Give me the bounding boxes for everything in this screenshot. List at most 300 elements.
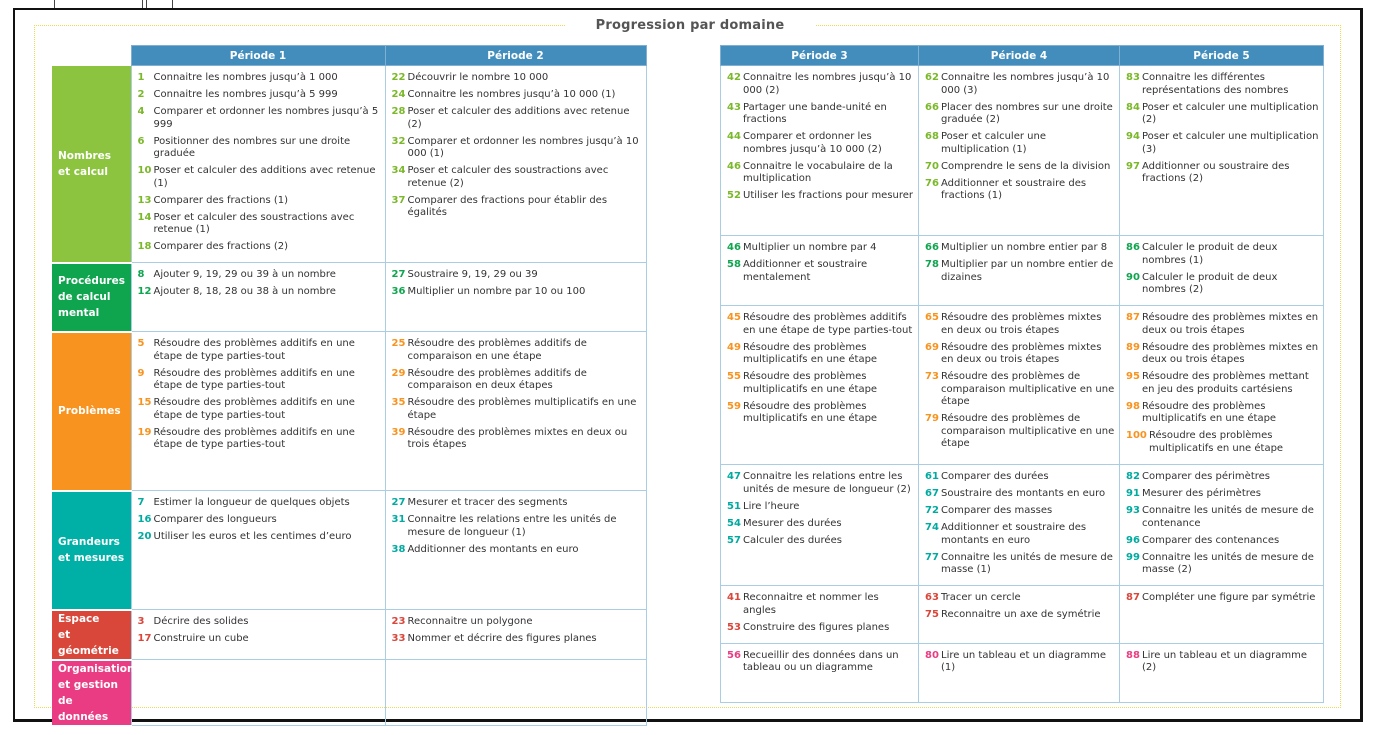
lesson-item [925,242,1115,255]
lesson-number: 32 [391,135,406,147]
lesson-item [727,259,914,284]
lesson-item [925,505,1115,518]
lesson-title: Connaitre les nombres jusqu’à 10 000 (1) [407,89,616,100]
lesson-number: 1 [137,72,145,83]
lesson-title: Comparer et ordonner les nombres jusqu’à 10 000 (1) [407,135,639,159]
lesson-item [727,471,914,496]
lesson-number: 38 [391,543,406,555]
lesson-item [925,413,1115,451]
lesson-number: 96 [1126,534,1140,546]
lesson-number: 56 [727,649,741,661]
lesson-number: 57 [727,534,741,546]
lesson-number: 65 [925,312,939,323]
lesson-number: 77 [925,551,939,563]
lesson-title: Utiliser les euros et les centimes d’euro [153,531,352,542]
lesson-title: Reconnaitre un axe de symétrie [941,609,1101,620]
domain-row-espace [52,610,646,660]
lesson-item [925,161,1115,174]
lesson-cell [131,66,385,263]
lesson-title: Résoudre des problèmes mixtes en deux ou trois étapes [941,312,1102,336]
lesson-number: 8 [137,269,145,280]
lesson-title: Placer des nombres sur une droite graduée (2) [941,101,1113,125]
lesson-number: 99 [1126,551,1140,563]
period-header-4: Période 4 [919,46,1120,66]
lesson-title: Lire un tableau et un diagramme (2) [1142,649,1307,673]
domain-row-organisation [721,643,1324,702]
lesson-item [1126,401,1319,426]
lesson-item [392,338,642,363]
lesson-number: 73 [925,371,939,382]
lesson-number: 44 [727,131,741,142]
lesson-title: Calculer des durées [743,534,842,546]
lesson-item [727,592,914,617]
lesson-title: Positionner des nombres sur une droite graduée [153,135,351,159]
lesson-number: 87 [1126,312,1140,323]
lesson-item [138,286,381,299]
lesson-item [392,497,642,510]
lesson-item [727,535,914,548]
period-header-3: Période 3 [721,46,919,66]
lesson-cell [1120,465,1324,586]
lesson-number: 90 [1126,271,1140,283]
lesson-number: 45 [727,312,741,323]
lesson-title: Comparer des fractions (2) [153,241,289,252]
lesson-cell [721,66,919,236]
domain-row-nombres [52,66,646,263]
lesson-item [138,497,381,510]
lesson-item [925,131,1115,156]
lesson-item [925,471,1115,484]
lesson-title: Résoudre des problèmes additifs de comparaison en deux étapes [407,367,587,391]
lesson-title: Connaitre les nombres jusqu’à 10 000 (2) [743,72,912,96]
period-header-1: Période 1 [131,46,385,66]
lesson-number: 20 [137,531,152,542]
lesson-title: Additionner et soustraire mentalement [743,259,868,283]
lesson-title: Mesurer et tracer des segments [407,497,568,508]
lesson-item [727,131,914,156]
lesson-number: 89 [1126,341,1140,353]
lesson-item [727,72,914,97]
lesson-cell [385,610,646,660]
lesson-item [727,161,914,186]
lesson-item [392,195,642,220]
lesson-title: Résoudre des problèmes multiplicatifs en une étape [1149,430,1284,454]
lesson-item [138,136,381,161]
lesson-title: Découvrir le nombre 10 000 [407,72,549,83]
lesson-number: 51 [727,500,741,512]
lesson-title: Connaitre les relations entre les unités de mesure de longueur (1) [407,514,617,538]
lesson-number: 23 [391,616,406,627]
lesson-title: Lire un tableau et un diagramme (1) [941,649,1106,673]
lesson-number: 52 [727,190,741,201]
lesson-number: 39 [391,426,406,438]
lesson-cell [385,660,646,726]
lesson-item [727,371,914,396]
lesson-item [138,269,381,282]
lesson-title: Résoudre des problèmes multiplicatifs en une étape [1142,400,1277,424]
lesson-title: Multiplier par un nombre entier de dizaines [941,259,1114,283]
lesson-number: 22 [391,72,406,83]
lesson-item [727,518,914,531]
lesson-item [925,102,1115,127]
lesson-number: 3 [137,616,145,627]
lesson-number: 83 [1126,72,1140,83]
lesson-item [138,633,381,646]
lesson-item [392,368,642,393]
lesson-item [727,312,914,337]
lesson-item [138,89,381,102]
lesson-number: 68 [925,131,939,142]
lesson-number: 79 [925,413,939,424]
domain-row-procedures [52,263,646,332]
domain-row-grandeurs [721,465,1324,586]
lesson-item [727,401,914,426]
lesson-title: Résoudre des problèmes additifs en une étape de type parties-tout [153,397,355,421]
lesson-item [925,650,1115,675]
lesson-title: Reconnaitre un polygone [407,616,533,627]
header-row [721,46,1324,66]
lesson-number: 42 [727,72,741,83]
lesson-title: Résoudre des problèmes multiplicatifs en une étape [743,341,878,365]
lesson-title: Additionner et soustraire des fractions (1) [941,177,1087,201]
lesson-number: 84 [1126,101,1140,113]
lesson-cell [919,306,1120,465]
lesson-title: Poser et calculer une multiplication (2) [1142,101,1319,125]
lesson-cell [385,66,646,263]
lesson-title: Résoudre des problèmes additifs en une étape de type parties-tout [743,312,913,336]
lesson-title: Résoudre des problèmes mettant en jeu des produits cartésiens [1142,371,1309,395]
lesson-item [392,136,642,161]
lesson-item [925,371,1115,409]
lesson-item [925,552,1115,577]
lesson-number: 63 [925,592,939,603]
lesson-number: 67 [925,488,939,499]
lesson-number: 27 [391,269,406,280]
lesson-item [392,106,642,131]
lesson-cell [1120,306,1324,465]
lesson-item [138,514,381,527]
lesson-item [392,397,642,422]
lesson-item [727,102,914,127]
lesson-cell [721,643,919,702]
lesson-number: 17 [137,633,152,644]
lesson-number: 35 [391,397,406,408]
lesson-title: Comparer des longueurs [153,514,277,525]
lesson-title: Résoudre des problèmes mixtes en deux ou trois étapes [1142,312,1319,336]
lesson-item [1126,471,1319,484]
lesson-number: 37 [391,194,406,206]
lesson-item [138,106,381,131]
lesson-title: Poser et calculer des soustractions avec retenue (2) [407,165,609,189]
lesson-title: Connaitre les relations entre les unités de mesure de longueur (2) [743,471,911,495]
lesson-number: 94 [1126,131,1140,142]
lesson-number: 76 [925,177,939,189]
lesson-number: 70 [925,160,939,172]
period-header-2: Période 2 [385,46,646,66]
lesson-cell [721,306,919,465]
lesson-item [392,544,642,557]
lesson-title: Comparer des contenances [1142,534,1280,546]
header-row [52,46,646,66]
lesson-item [1126,242,1319,267]
lesson-number: 15 [137,397,152,408]
lesson-title: Multiplier un nombre par 4 [743,242,877,253]
lesson-cell [721,465,919,586]
lesson-title: Comprendre le sens de la division [941,160,1111,172]
domain-row-problemes [721,306,1324,465]
lesson-number: 16 [137,514,152,525]
domain-label-problemes: Problèmes [52,332,131,491]
lesson-number: 29 [391,367,406,379]
lesson-title: Comparer des fractions pour établir des égalités [407,194,608,218]
lesson-number: 62 [925,72,939,83]
lesson-item [392,286,642,299]
lesson-item [1126,592,1319,605]
lesson-item [138,72,381,85]
lesson-cell [131,660,385,726]
lesson-cell [385,491,646,610]
lesson-number: 46 [727,160,741,172]
lesson-item [392,427,642,452]
lesson-number: 46 [727,242,741,253]
header-corner [52,46,131,66]
lesson-title: Tracer un cercle [941,592,1021,603]
lesson-number: 24 [391,89,406,100]
lesson-item [138,195,381,208]
lesson-title: Construire des figures planes [743,621,890,633]
lesson-number: 33 [391,633,406,644]
lesson-number: 41 [727,592,741,603]
lesson-number: 7 [137,497,145,508]
lesson-title: Poser et calculer des additions avec retenue (2) [407,106,630,130]
lesson-number: 10 [137,165,152,176]
lesson-item [1126,371,1319,396]
lesson-item [925,72,1115,97]
lesson-item [925,342,1115,367]
lesson-cell [131,610,385,660]
lesson-title: Poser et calculer une multiplication (1) [941,131,1046,155]
lesson-item [925,178,1115,203]
domain-label-nombres: Nombres et calcul [52,66,131,263]
lesson-number: 36 [391,286,406,297]
progression-table-left [52,45,647,727]
lesson-title: Résoudre des problèmes multiplicatifs en une étape [743,371,878,395]
lesson-number: 28 [391,106,406,117]
lesson-item [138,616,381,629]
lesson-item [1126,312,1319,337]
lesson-item [138,531,381,544]
lesson-number: 34 [391,165,406,176]
lesson-number: 87 [1126,592,1140,603]
domain-row-espace [721,586,1324,644]
lesson-item [1126,102,1319,127]
lesson-item [138,427,381,452]
lesson-number: 5 [137,338,145,349]
lesson-item [138,397,381,422]
lesson-title: Résoudre des problèmes additifs en une étape de type parties-tout [153,367,355,391]
lesson-title: Ajouter 8, 18, 28 ou 38 à un nombre [153,286,336,297]
lesson-item [138,165,381,190]
lesson-number: 19 [137,426,152,438]
lesson-item [392,633,642,646]
lesson-number: 82 [1126,471,1140,482]
lesson-title: Construire un cube [153,633,249,644]
lesson-title: Recueillir des données dans un tableau ou un diagramme [743,649,899,673]
lesson-item [727,650,914,675]
lesson-item [392,269,642,282]
lesson-title: Additionner et soustraire des montants en euro [941,522,1087,546]
domain-label-espace: Espace et géométrie [52,610,131,660]
lesson-item [1126,430,1319,455]
lesson-title: Poser et calculer des soustractions avec retenue (1) [153,211,355,235]
lesson-number: 100 [1126,430,1147,441]
lesson-item [1126,535,1319,548]
lesson-title: Connaitre les unités de mesure de masse (1) [941,551,1113,575]
progression-table-right [720,45,1324,703]
lesson-number: 14 [137,211,152,223]
lesson-title: Connaitre les différentes représentations des nombres [1142,72,1289,96]
lesson-item [138,368,381,393]
lesson-title: Connaitre les nombres jusqu’à 1 000 [153,72,338,83]
lesson-title: Soustraire des montants en euro [941,488,1106,499]
lesson-title: Comparer des masses [941,505,1053,516]
domain-row-organisation [52,660,646,726]
lesson-title: Résoudre des problèmes de comparaison multiplicative en une étape [941,371,1115,407]
lesson-number: 53 [727,621,741,633]
lesson-title: Résoudre des problèmes multiplicatifs en une étape [743,400,878,424]
lesson-number: 86 [1126,242,1140,253]
lesson-title: Nommer et décrire des figures planes [407,633,597,644]
lesson-item [392,165,642,190]
lesson-item [925,592,1115,605]
lesson-cell [721,586,919,644]
lesson-item [727,622,914,635]
lesson-title: Additionner des montants en euro [407,543,579,555]
lesson-number: 55 [727,371,741,382]
lesson-item [1126,72,1319,97]
lesson-number: 78 [925,259,939,270]
lesson-number: 61 [925,471,939,482]
lesson-title: Partager une bande-unité en fractions [743,101,887,125]
lesson-cell [919,643,1120,702]
lesson-item [138,241,381,254]
lesson-number: 54 [727,517,741,529]
lesson-item [392,72,642,85]
lesson-number: 2 [137,89,145,100]
lesson-title: Calculer le produit de deux nombres (1) [1142,242,1278,266]
lesson-number: 58 [727,259,741,270]
lesson-item [925,488,1115,501]
lesson-number: 27 [391,497,406,508]
lesson-number: 93 [1126,505,1140,516]
lesson-cell [919,465,1120,586]
lesson-number: 75 [925,609,939,620]
lesson-item [392,514,642,539]
lesson-item [1126,161,1319,186]
lesson-cell [385,263,646,332]
lesson-number: 72 [925,505,939,516]
lesson-title: Poser et calculer une multiplication (3) [1142,131,1319,155]
lesson-title: Calculer le produit de deux nombres (2) [1142,271,1278,295]
lesson-title: Décrire des solides [153,616,249,627]
domain-row-grandeurs [52,491,646,610]
lesson-number: 66 [925,101,939,113]
lesson-cell [131,332,385,491]
domain-label-organisation: Organisation et gestion de données [52,660,131,726]
lesson-cell [919,236,1120,306]
lesson-title: Connaitre les unités de mesure de masse (2) [1142,551,1314,575]
lesson-number: 80 [925,649,939,661]
lesson-title: Connaitre les nombres jusqu’à 10 000 (3) [941,72,1110,96]
lesson-title: Connaitre les nombres jusqu’à 5 999 [153,89,338,100]
lesson-title: Connaitre les unités de mesure de contenance [1142,505,1314,529]
lesson-number: 98 [1126,400,1140,412]
lesson-number: 97 [1126,160,1140,172]
lesson-cell [919,586,1120,644]
lesson-title: Estimer la longueur de quelques objets [153,497,350,508]
lesson-title: Compléter une figure par symétrie [1142,592,1316,603]
lesson-title: Résoudre des problèmes additifs en une étape de type parties-tout [153,338,355,362]
lesson-item [727,342,914,367]
lesson-title: Comparer et ordonner les nombres jusqu’à 10 000 (2) [743,131,882,155]
lesson-title: Ajouter 9, 19, 29 ou 39 à un nombre [153,269,336,280]
lesson-title: Résoudre des problèmes multiplicatifs en une étape [407,397,637,421]
lesson-number: 25 [391,338,406,349]
lesson-title: Mesurer des périmètres [1142,488,1262,499]
lesson-number: 4 [137,106,145,117]
lesson-number: 49 [727,341,741,353]
lesson-item [138,212,381,237]
lesson-item [925,259,1115,284]
lesson-title: Mesurer des durées [743,517,842,529]
lesson-item [1126,272,1319,297]
lesson-cell [1120,643,1324,702]
domain-label-procedures: Procédures de calcul mental [52,263,131,332]
lesson-number: 88 [1126,649,1140,661]
lesson-item [925,609,1115,622]
lesson-item [925,522,1115,547]
lesson-item [1126,131,1319,156]
lesson-cell [385,332,646,491]
lesson-title: Résoudre des problèmes mixtes en deux ou trois étapes [941,341,1102,365]
lesson-title: Utiliser les fractions pour mesurer [743,190,914,201]
lesson-item [1126,488,1319,501]
lesson-title: Comparer des périmètres [1142,471,1270,482]
lesson-title: Résoudre des problèmes additifs en une étape de type parties-tout [153,426,355,450]
lesson-title: Soustraire 9, 19, 29 ou 39 [407,269,538,280]
lesson-cell [1120,66,1324,236]
period-header-5: Période 5 [1120,46,1324,66]
lesson-number: 9 [137,367,145,379]
domain-row-procedures [721,236,1324,306]
lesson-item [925,312,1115,337]
domain-row-nombres [721,66,1324,236]
page-title: Progression par domaine [565,15,815,37]
domain-label-grandeurs: Grandeurs et mesures [52,491,131,610]
lesson-cell [919,66,1120,236]
lesson-number: 74 [925,522,939,533]
lesson-number: 12 [137,286,152,297]
lesson-title: Comparer des fractions (1) [153,194,289,206]
lesson-item [727,190,914,203]
lesson-number: 59 [727,400,741,412]
lesson-title: Connaitre le vocabulaire de la multiplication [743,160,893,184]
lesson-title: Résoudre des problèmes additifs de comparaison en une étape [407,338,587,362]
lesson-title: Comparer des durées [941,471,1049,482]
lesson-title: Reconnaitre et nommer les angles [743,592,879,616]
lesson-title: Comparer et ordonner les nombres jusqu’à 5 999 [153,106,379,130]
lesson-number: 6 [137,135,145,147]
